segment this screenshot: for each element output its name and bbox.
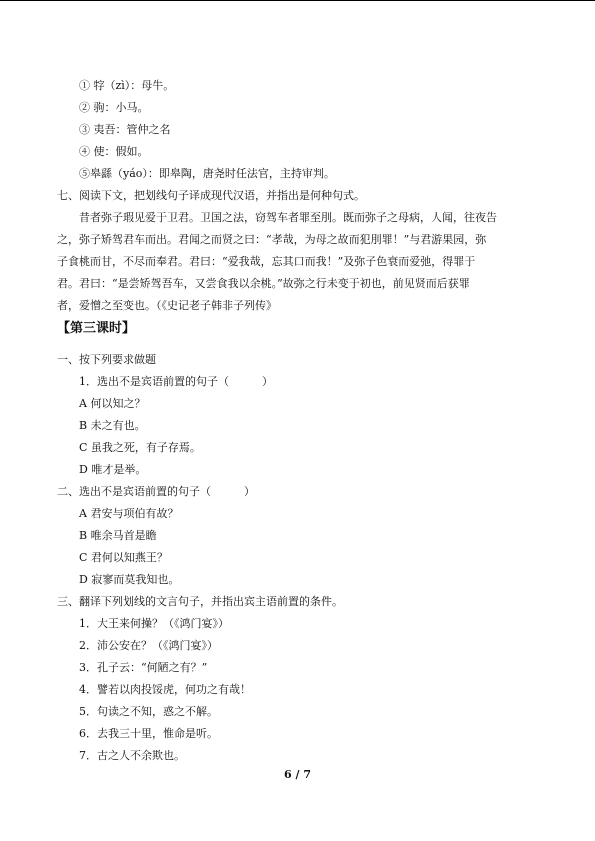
note-3: ③ 夷吾：管仲之名 (79, 123, 171, 136)
part1-option-c: C 虽我之死，有子存焉。 (79, 441, 201, 454)
note-5: ⑤皋繇（yáo）：即皋陶，唐尧时任法官，主持审判。 (79, 167, 335, 180)
part3-item-2: 2．沛公安在？（《鸿门宴》） (79, 639, 218, 652)
part2-option-a: A 君安与项伯有故？ (79, 507, 179, 520)
part2-title: 二、选出不是宾语前置的句子（ ） (57, 485, 255, 498)
section7-title: 七、阅读下文，把划线句子译成现代汉语，并指出是何种句式。 (57, 189, 365, 202)
passage-line-1: 昔者弥子瑕见爱于卫君。卫国之法，窃驾车者罪至刖。既而弥子之母病，人闻，往夜告 (79, 211, 497, 224)
passage-line-5: 者，爱憎之至变也。（《史记老子韩非子列传》 (57, 299, 277, 312)
part3-item-3: 3．孔子云：“何陋之有？” (79, 661, 208, 674)
note-1: ① 牸（zì）：母牛。 (79, 79, 175, 92)
passage-line-2: 之，弥子矫驾君车而出。君闻之而贤之曰：“孝哉，为母之故而犯刖罪！”与君游果园，弥 (57, 233, 487, 246)
part3-item-6: 6．去我三十里，惟命是听。 (79, 727, 218, 740)
part1-title: 一、按下列要求做题 (57, 353, 156, 366)
part1-option-a: A 何以知之？ (79, 397, 146, 410)
note-2: ② 驹：小马。 (79, 101, 149, 114)
note-4: ④ 使：假如。 (79, 145, 149, 158)
passage-line-4: 君。君曰：“是尝矫驾吾车，又尝食我以余桃。”故弥之行未变于初也，前见贤而后获罪 (57, 277, 470, 290)
lesson-heading: 【第三课时】 (57, 321, 136, 336)
part2-option-d: D 寂寥而莫我知也。 (79, 573, 180, 586)
page-number: 6 / 7 (284, 768, 311, 781)
part3-item-1: 1．大王来何操？（《鸿门宴》） (79, 617, 229, 630)
passage-line-3: 子食桃而甘，不尽而奉君。君曰：“爱我哉，忘其口而我！”及弥子色衰而爱弛，得罪于 (57, 255, 476, 268)
page-top-rule (0, 0, 595, 1)
part2-option-b: B 唯余马首是瞻 (79, 529, 157, 542)
part1-option-b: B 未之有也。 (79, 419, 146, 432)
part3-item-4: 4．譬若以肉投馁虎，何功之有哉！ (79, 683, 251, 696)
part2-option-c: C 君何以知燕王？ (79, 551, 168, 564)
part3-title: 三、翻译下列划线的文言句子，并指出宾主语前置的条件。 (57, 595, 343, 608)
part1-question-1: 1．选出不是宾语前置的句子（ ） (79, 375, 273, 388)
part3-item-5: 5．句读之不知，惑之不解。 (79, 705, 218, 718)
part3-item-7: 7．古之人不余欺也。 (79, 749, 185, 762)
part1-option-d: D 唯才是举。 (79, 463, 147, 476)
